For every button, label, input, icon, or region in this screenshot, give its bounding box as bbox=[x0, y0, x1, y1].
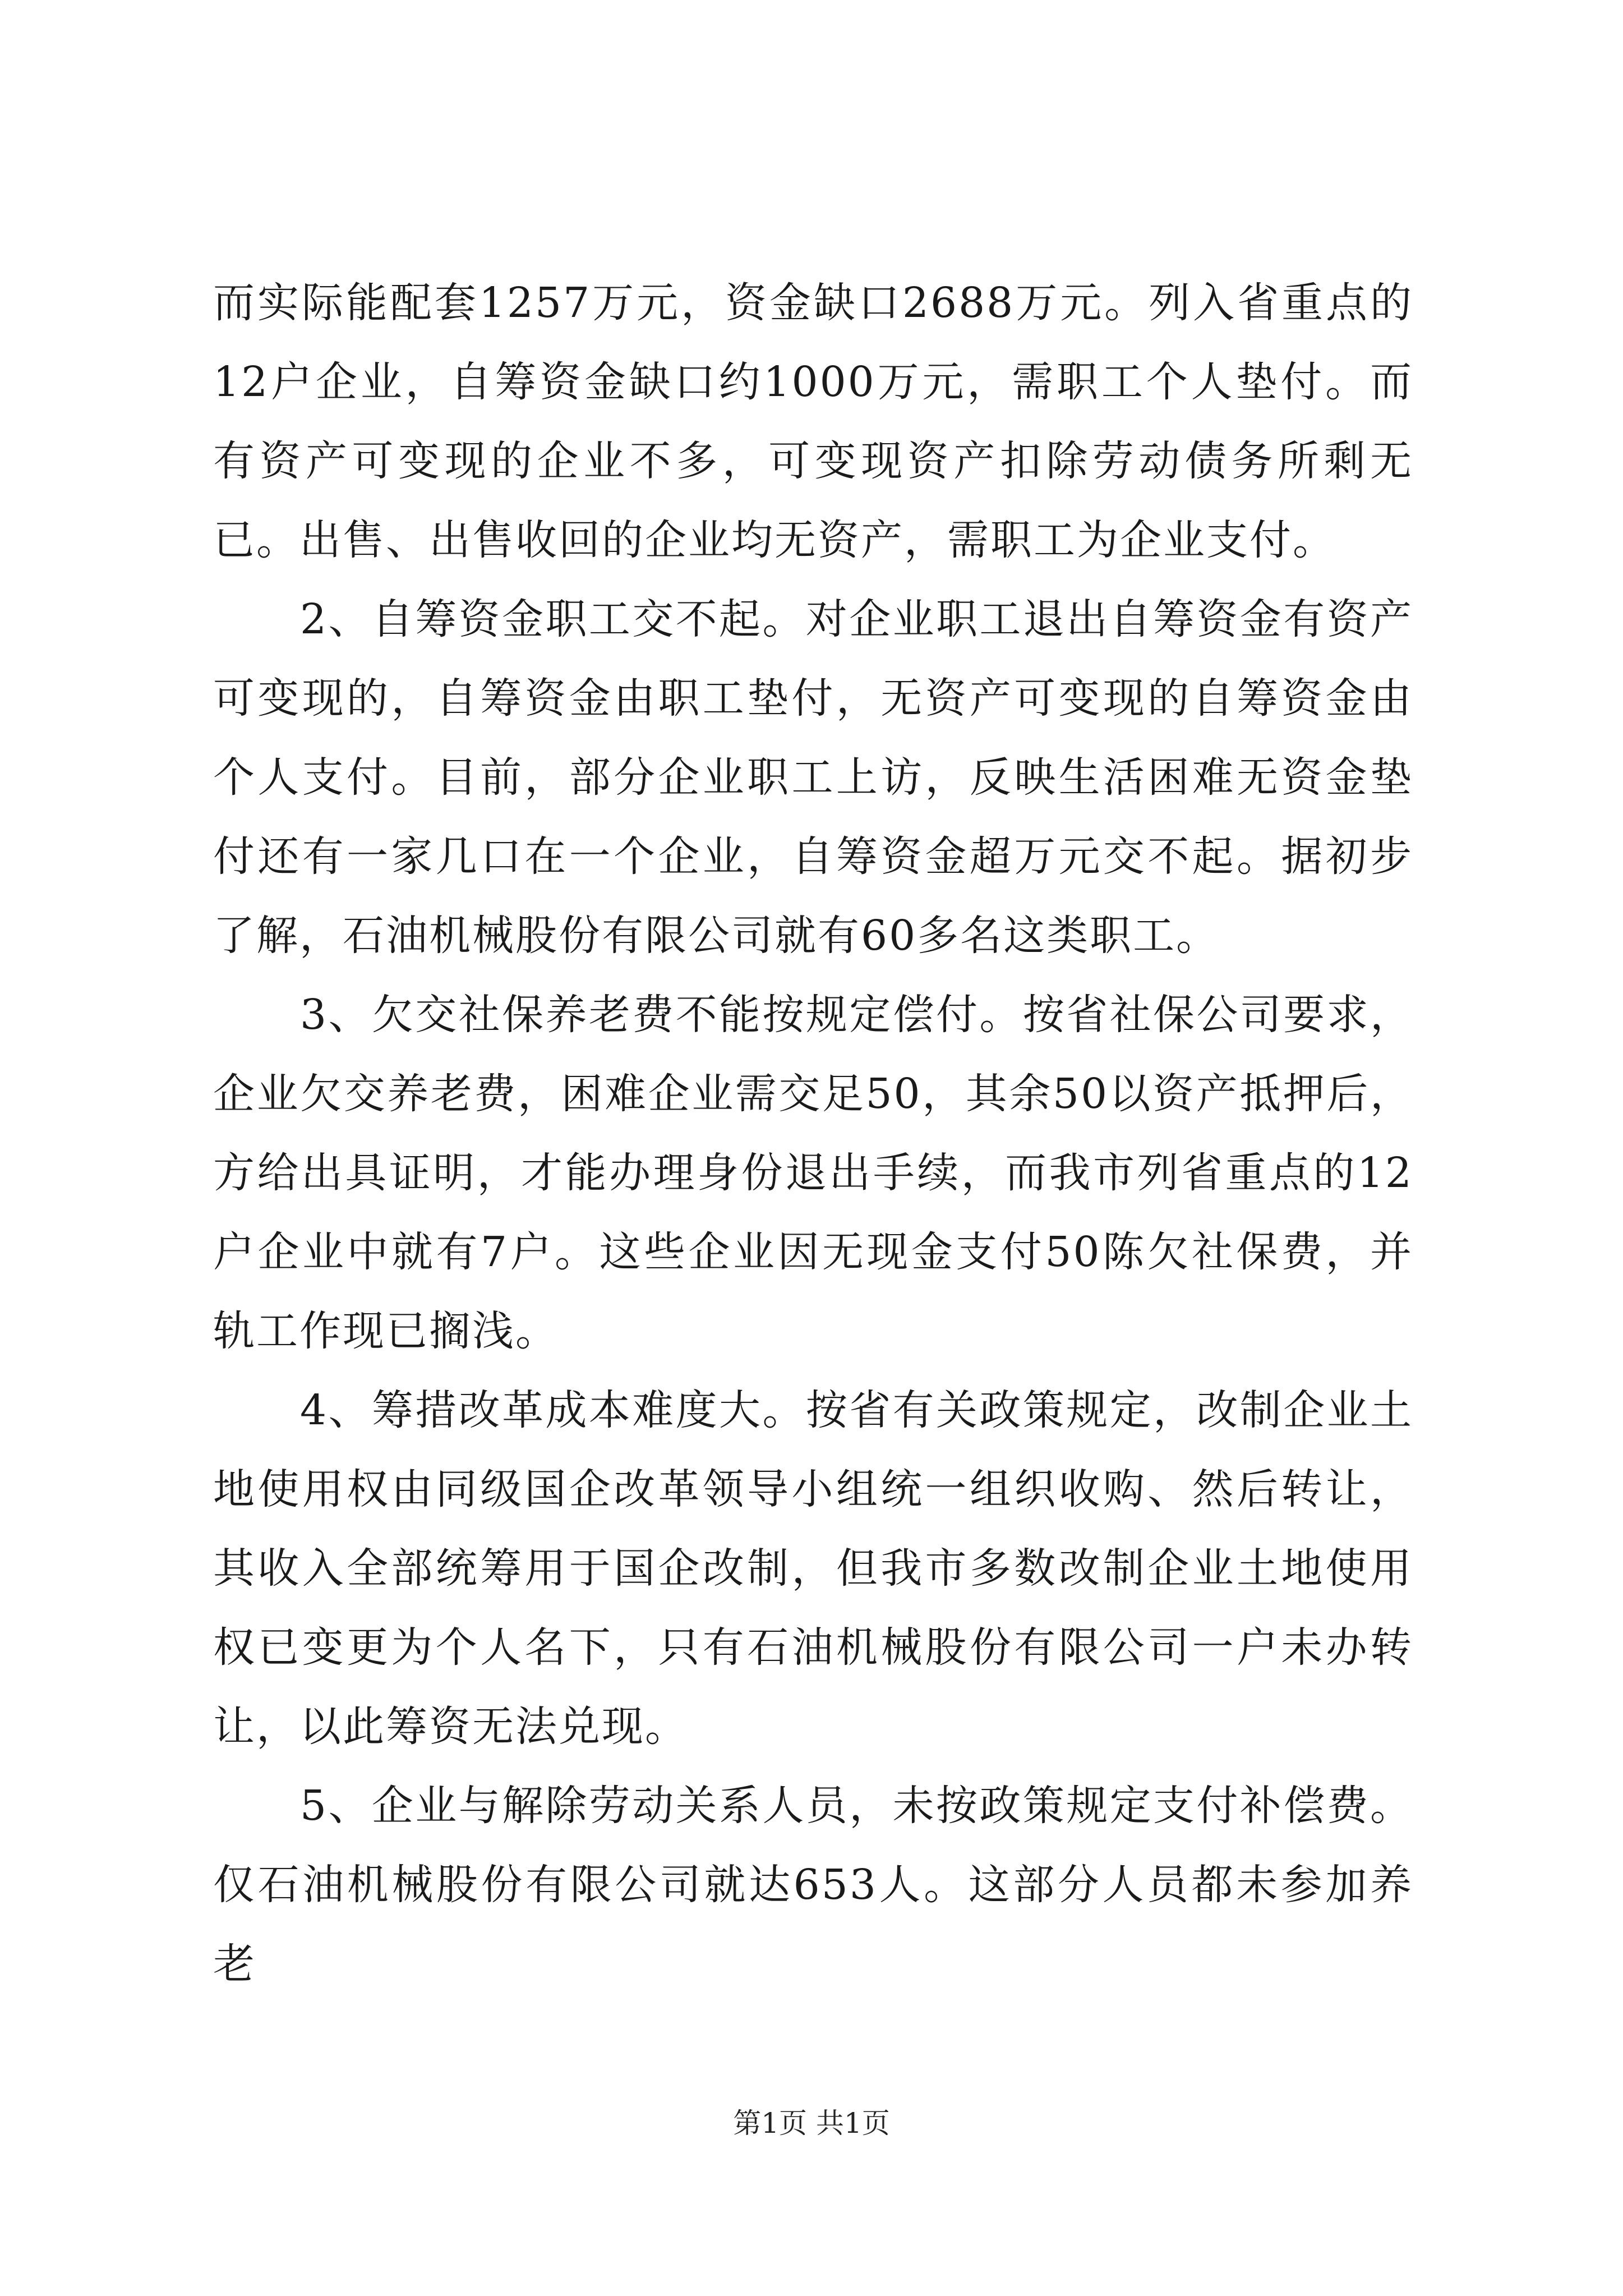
paragraph-item-5: 5、企业与解除劳动关系人员，未按政策规定支付补偿费。仅石油机械股份有限公司就达653人。这部分人员都未参加养老 bbox=[213, 1782, 1413, 1988]
paragraph-item-2: 2、自筹资金职工交不起。对企业职工退出自筹资金有资产可变现的，自筹资金由职工垫付，无资产可变现的自筹资金由个人支付。目前，部分企业职工上访，反映生活困难无资金垫付还有一家几口在一个企业，自筹资金超万元交不起。据初步了解，石油机械股份有限公司就有60多名这类职工。 bbox=[213, 595, 1413, 960]
paragraph-continuation: 而实际能配套1257万元，资金缺口2688万元。列入省重点的12户企业，自筹资金缺口约1000万元，需职工个人垫付。而有资产可变现的企业不多，可变现资产扣除劳动债务所剩无已。出售、出售收回的企业均无资产，需职工为企业支付。 bbox=[213, 279, 1413, 564]
paragraph-item-3: 3、欠交社保养老费不能按规定偿付。按省社保公司要求，企业欠交养老费，困难企业需交足50，其余50以资产抵押后，方给出具证明，才能办理身份退出手续，而我市列省重点的12户企业中就有7户。这些企业因无现金支付50陈欠社保费，并轨工作现已搁浅。 bbox=[213, 991, 1413, 1355]
document-body bbox=[213, 264, 1413, 2004]
page-footer: 第1页 共1页 bbox=[733, 2107, 890, 2139]
paragraph-item-4: 4、筹措改革成本难度大。按省有关政策规定，改制企业土地使用权由同级国企改革领导小组统一组织收购、然后转让，其收入全部统筹用于国企改制，但我市多数改制企业土地使用权已变更为个人名下，只有石油机械股份有限公司一户未办转让，以此筹资无法兑现。 bbox=[213, 1386, 1413, 1751]
